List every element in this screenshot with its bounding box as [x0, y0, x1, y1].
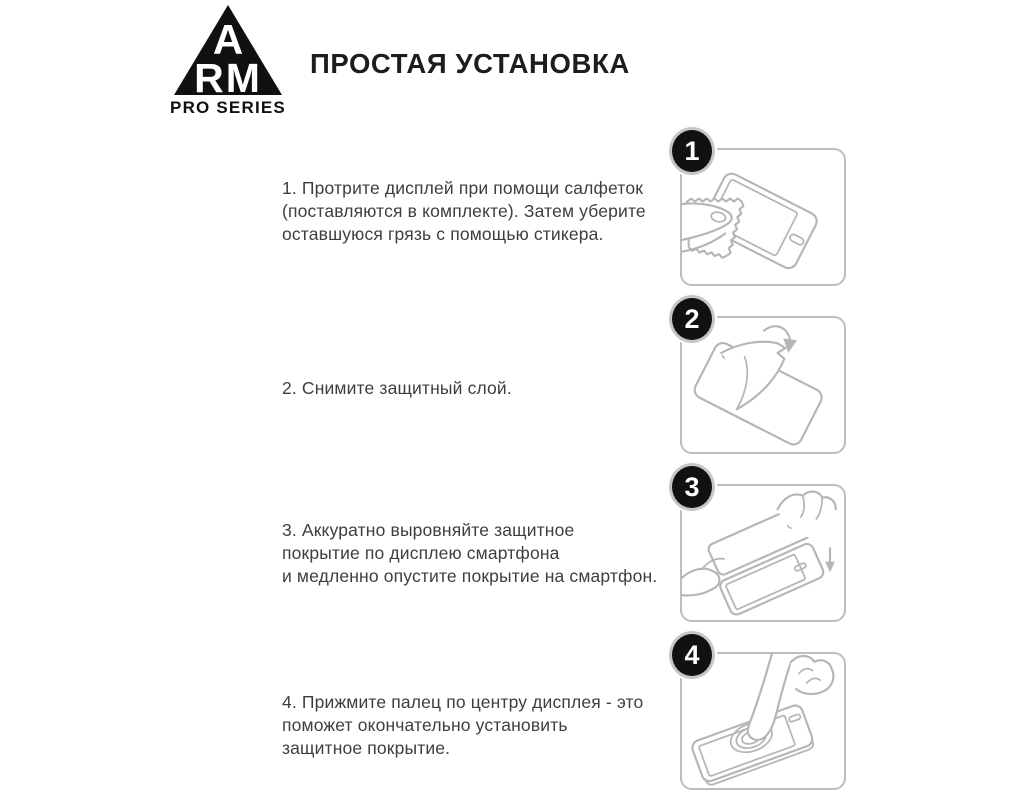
- peeling-layer: [721, 342, 785, 410]
- pressing-finger: [748, 654, 834, 740]
- home-button-icon: [789, 233, 805, 246]
- speaker-slot-icon: [788, 714, 801, 723]
- step-line: защитное покрытие.: [282, 738, 451, 758]
- logo-letter-a: A: [212, 16, 244, 63]
- down-arrow-icon: [825, 548, 835, 572]
- step-3-illustration-box: [680, 471, 846, 622]
- step-line: 3. Аккуратно выровняйте защитное: [282, 520, 575, 540]
- step-line: и медленно опустите покрытие на смартфон.: [282, 566, 658, 586]
- step-1-instruction: [282, 177, 646, 246]
- step-1-illustration-box: [680, 135, 846, 286]
- peel-film-illustration: [682, 318, 844, 452]
- wipe-display-illustration: [682, 150, 844, 284]
- step-line: (поставляются в комплекте). Затем уберите: [282, 201, 646, 221]
- step-number-badge: 3: [669, 463, 715, 511]
- step-line: 4. Прижмите палец по центру дисплея - это: [282, 692, 644, 712]
- page-title: ПРОСТАЯ УСТАНОВКА: [310, 48, 630, 79]
- step-number-badge: 1: [669, 127, 715, 175]
- step-line: 2. Снимите защитный слой.: [282, 378, 512, 398]
- logo-pro-series-label: PRO SERIES: [170, 98, 286, 116]
- step-2-instruction: [282, 377, 512, 400]
- step-3-instruction: [282, 519, 657, 588]
- press-center-illustration: [682, 654, 844, 788]
- step-number-badge: 4: [669, 631, 715, 679]
- step-line: поможет окончательно установить: [282, 715, 568, 735]
- step-4-illustration-box: [680, 639, 846, 790]
- arm-pro-series-logo: [158, 2, 290, 116]
- step-2-illustration-box: [680, 303, 846, 454]
- step-4-instruction: [282, 691, 643, 760]
- align-glass-illustration: [682, 486, 844, 620]
- step-line: 1. Протрите дисплей при помощи салфеток: [282, 178, 644, 198]
- step-line: оставшуюся грязь с помощью стикера.: [282, 224, 604, 244]
- step-number-badge: 2: [669, 295, 715, 343]
- step-line: покрытие по дисплею смартфона: [282, 543, 560, 563]
- logo-letters-rm: RM: [194, 55, 262, 101]
